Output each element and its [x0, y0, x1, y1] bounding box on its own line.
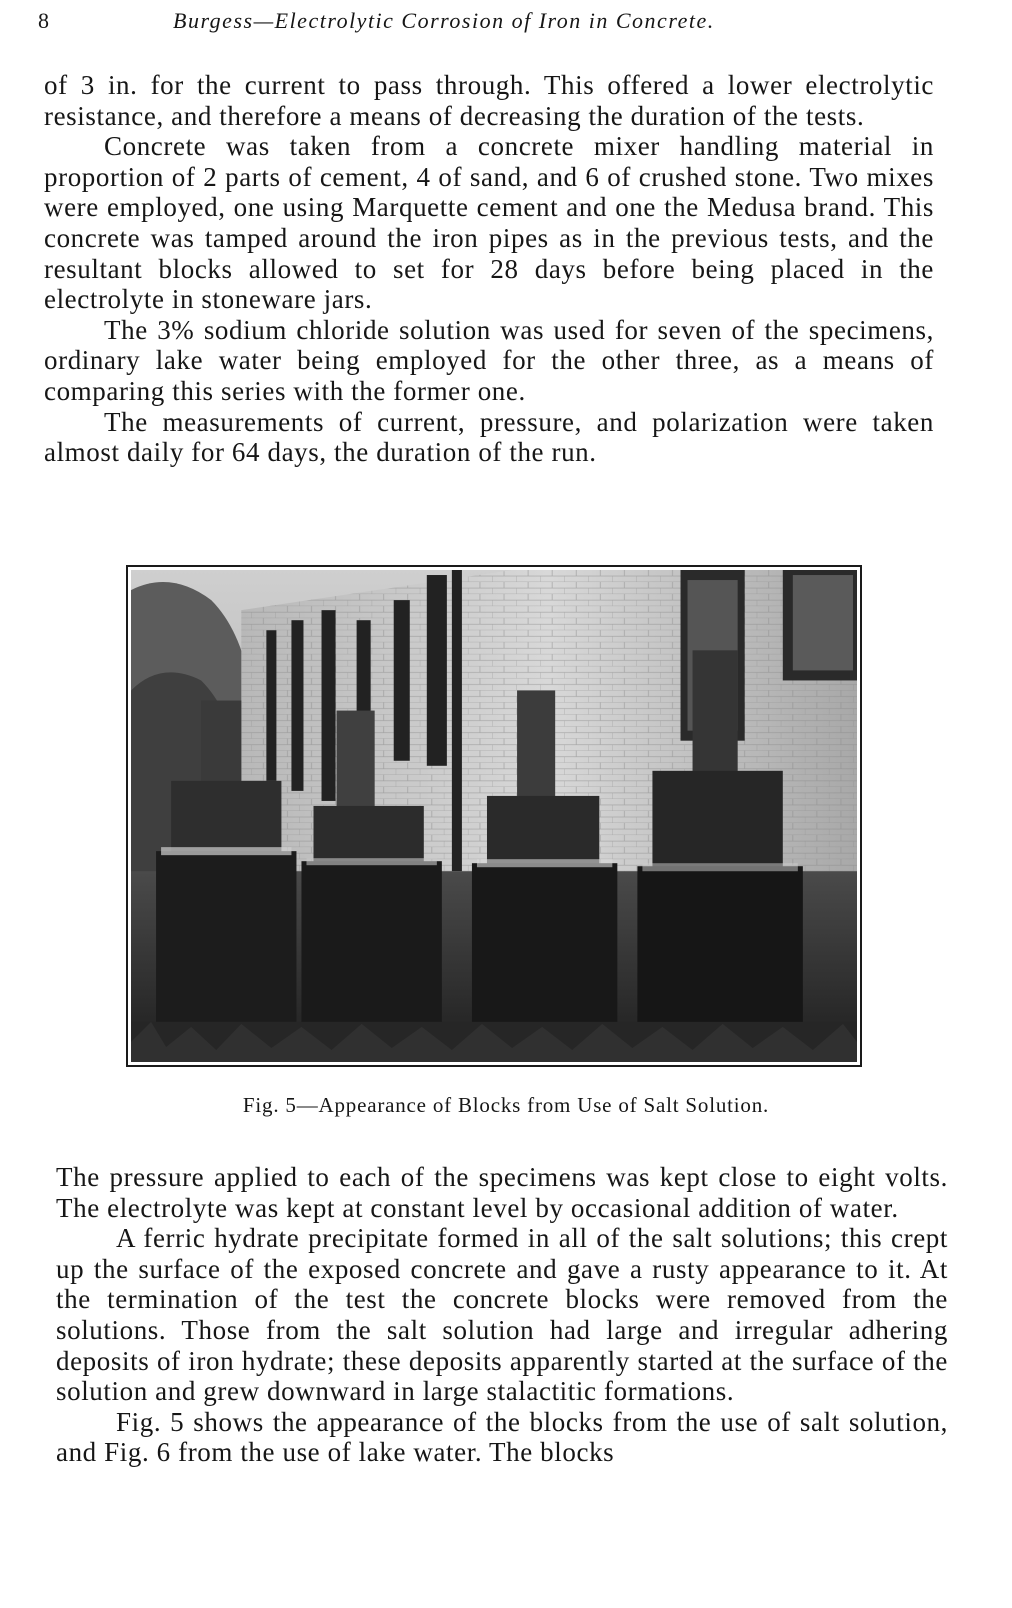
paragraph: The measurements of current, pressure, and polarization were taken almost daily for 64 days, the duration of the run. [44, 406, 934, 468]
paragraph: The 3% sodium chloride solution was used for seven of the specimens, ordinary lake water being employed for the other three, as a means of comparing this series with the former one. [44, 314, 934, 406]
page-header [38, 6, 968, 42]
paragraph: Fig. 5 shows the appearance of the blocks from the use of salt solution, and Fig. 6 from the use of lake water. The blocks [56, 1406, 948, 1468]
paragraph: of 3 in. for the current to pass through. This offered a lower electrolytic resistance, and therefore a means of decreasing the duration of the tests. [44, 70, 934, 131]
body-text-top [44, 70, 934, 468]
figure-photo [126, 565, 862, 1067]
photo-blocks-image [131, 570, 857, 1062]
body-text-bottom [56, 1162, 948, 1468]
running-title: Burgess—Electrolytic Corrosion of Iron in Concrete. [173, 8, 715, 33]
figure-caption: Fig. 5—Appearance of Blocks from Use of Salt Solution. [242, 1093, 770, 1117]
paragraph: Concrete was taken from a concrete mixer handling material in proportion of 2 parts of cement, 4 of sand, and 6 of crushed stone. Two mixes were employed, one using Marquette cement and one the Medusa brand. This concrete was tamped around the iron pipes as in the previous tests, and the resultant blocks allowed to set for 28 days before being placed in the electrolyte in stoneware jars. [44, 131, 934, 315]
page-number: 8 [38, 8, 49, 33]
paragraph: The pressure applied to each of the specimens was kept close to eight volts. The electrolyte was kept at constant level by occasional addition of water. [56, 1162, 948, 1223]
paragraph: A ferric hydrate precipitate formed in all of the salt solutions; this crept up the surface of the exposed concrete and gave a rusty appearance to it. At the termination of the test the concrete blocks were removed from the solutions. Those from the salt solution had large and irregular adhering deposits of iron hydrate; these deposits apparently started at the surface of the solution and grew downward in large stalactitic formations. [56, 1223, 948, 1407]
